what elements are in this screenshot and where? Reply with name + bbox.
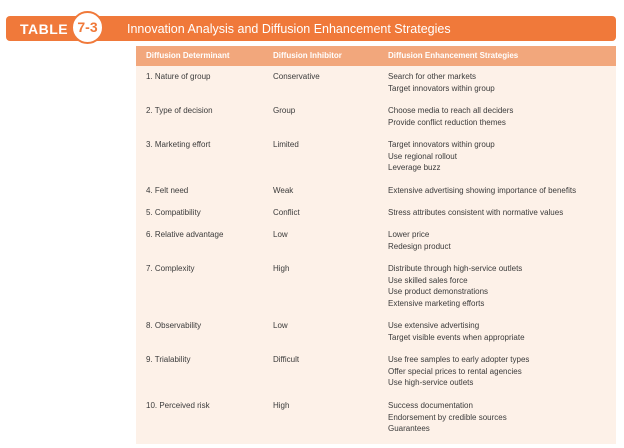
table-row bbox=[136, 202, 616, 224]
table-row bbox=[136, 349, 616, 395]
strategy-line: Distribute through high-service outlets bbox=[388, 264, 523, 273]
table-row bbox=[136, 66, 616, 100]
strategy-line: Leverage buzz bbox=[388, 163, 441, 172]
column-header-inhibitor: Diffusion Inhibitor bbox=[273, 51, 342, 60]
strategy-line: Extensive marketing efforts bbox=[388, 298, 485, 308]
strategies-cell bbox=[388, 354, 529, 389]
strategy-line: Use product demonstrations bbox=[388, 287, 489, 296]
strategies-cell bbox=[388, 185, 576, 197]
determinant-cell: 9. Trialability bbox=[146, 355, 191, 364]
table-label: TABLE bbox=[20, 21, 69, 37]
determinant-cell: 5. Compatibility bbox=[146, 208, 201, 217]
table-body bbox=[136, 66, 616, 439]
strategy-line: Target innovators within group bbox=[388, 83, 495, 93]
determinant-cell: 3. Marketing effort bbox=[146, 140, 211, 149]
strategy-line: Use regional rollout bbox=[388, 151, 457, 161]
strategy-line: Search for other markets bbox=[388, 72, 477, 81]
inhibitor-cell: Low bbox=[273, 230, 288, 239]
inhibitor-cell: Conservative bbox=[273, 72, 320, 81]
strategy-line: Success documentation bbox=[388, 401, 473, 410]
table-title: Innovation Analysis and Diffusion Enhancement Strategies bbox=[127, 22, 451, 36]
determinant-cell: 4. Felt need bbox=[146, 186, 189, 195]
inhibitor-cell: Limited bbox=[273, 140, 299, 149]
table-number-badge: 7-3 bbox=[71, 11, 104, 44]
strategy-line: Use free samples to early adopter types bbox=[388, 355, 530, 364]
determinant-cell: 7. Complexity bbox=[146, 264, 195, 273]
inhibitor-cell: High bbox=[273, 401, 290, 410]
strategy-line: Provide conflict reduction themes bbox=[388, 117, 506, 127]
table-row bbox=[136, 180, 616, 202]
determinant-cell: 10. Perceived risk bbox=[146, 401, 210, 410]
inhibitor-cell: Difficult bbox=[273, 355, 300, 364]
strategy-line: Target innovators within group bbox=[388, 140, 495, 149]
strategies-cell bbox=[388, 229, 451, 252]
strategies-cell bbox=[388, 207, 563, 219]
inhibitor-cell: Conflict bbox=[273, 208, 300, 217]
strategies-cell bbox=[388, 105, 513, 128]
strategies-cell bbox=[388, 139, 495, 174]
strategy-line: Choose media to reach all deciders bbox=[388, 106, 514, 115]
table-row bbox=[136, 315, 616, 349]
strategy-line: Use extensive advertising bbox=[388, 321, 480, 330]
strategies-cell bbox=[388, 320, 525, 343]
inhibitor-cell: Group bbox=[273, 106, 296, 115]
strategy-line: Use high-service outlets bbox=[388, 378, 474, 387]
inhibitor-cell: Low bbox=[273, 321, 288, 330]
strategies-cell bbox=[388, 71, 495, 94]
strategy-line: Endorsement by credible sources bbox=[388, 412, 507, 422]
column-header-determinant: Diffusion Determinant bbox=[146, 51, 230, 60]
determinant-cell: 6. Relative advantage bbox=[146, 230, 224, 239]
determinant-cell: 8. Observability bbox=[146, 321, 202, 330]
strategy-line: Stress attributes consistent with normative values bbox=[388, 208, 564, 217]
table-row bbox=[136, 134, 616, 180]
strategy-line: Offer special prices to rental agencies bbox=[388, 366, 522, 376]
strategy-line: Target visible events when appropriate bbox=[388, 332, 525, 342]
determinant-cell: 2. Type of decision bbox=[146, 106, 213, 115]
strategy-line: Lower price bbox=[388, 230, 430, 239]
table-row bbox=[136, 100, 616, 134]
strategy-line: Use skilled sales force bbox=[388, 275, 468, 285]
inhibitor-cell: Weak bbox=[273, 186, 294, 195]
column-header-strategies: Diffusion Enhancement Strategies bbox=[388, 51, 519, 60]
table-row bbox=[136, 258, 616, 315]
table-row bbox=[136, 224, 616, 258]
strategy-line: Extensive advertising showing importance of benefits bbox=[388, 186, 577, 195]
strategies-cell bbox=[388, 400, 507, 435]
table-row bbox=[136, 395, 616, 439]
determinant-cell: 1. Nature of group bbox=[146, 72, 211, 81]
strategy-line: Guarantees bbox=[388, 424, 430, 433]
inhibitor-cell: High bbox=[273, 264, 290, 273]
strategies-cell bbox=[388, 263, 522, 309]
strategy-line: Redesign product bbox=[388, 241, 451, 251]
